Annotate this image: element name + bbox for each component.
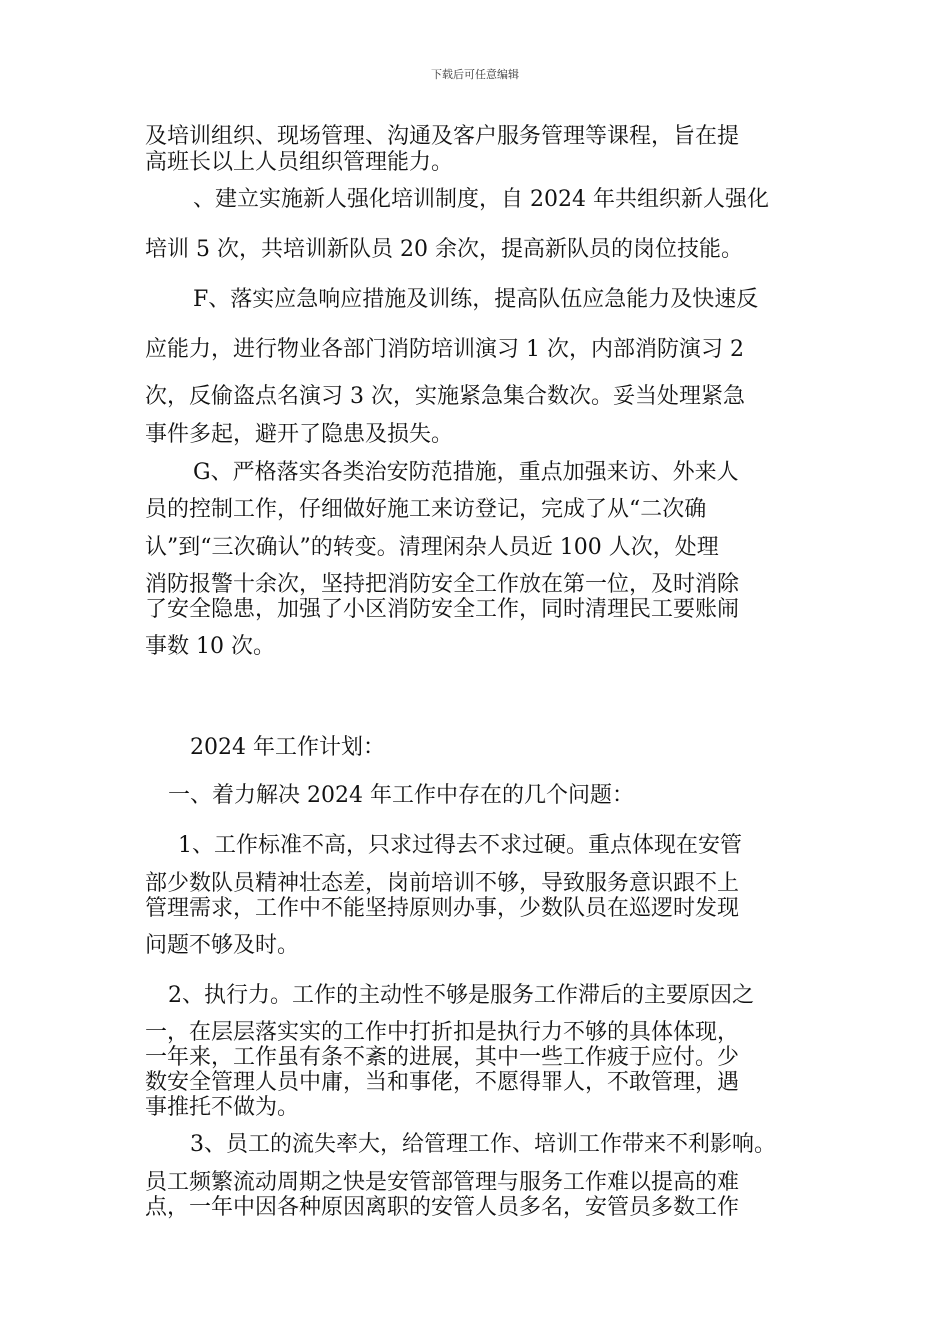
text-line: 管理需求，工作中不能坚持原则办事，少数队员在巡逻时发现: [145, 896, 740, 921]
text-line: 消防报警十余次，坚持把消防安全工作放在第一位，及时消除: [145, 572, 740, 597]
page-header: 下载后可任意编辑: [431, 68, 519, 81]
text-line: 2、执行力。工作的主动性不够是服务工作滞后的主要原因之: [168, 983, 754, 1008]
text-line: 了安全隐患，加强了小区消防安全工作，同时清理民工要账闹: [145, 597, 740, 622]
text-line: 高班长以上人员组织管理能力。: [145, 150, 454, 175]
text-line: 培训 5 次，共培训新队员 20 余次，提高新队员的岗位技能。: [145, 237, 743, 262]
text-line: 事推托不做为。: [145, 1095, 300, 1120]
text-line: 1、工作标准不高，只求过得去不求过硬。重点体现在安管: [178, 833, 742, 858]
text-line: 数安全管理人员中庸，当和事佬，不愿得罪人，不敢管理，遇: [145, 1070, 740, 1095]
text-line: 3、员工的流失率大，给管理工作、培训工作带来不利影响。: [190, 1132, 776, 1157]
text-line: 部少数队员精神壮态差，岗前培训不够，导致服务意识跟不上: [145, 871, 740, 896]
section-heading: 2024 年工作计划：: [190, 735, 385, 760]
section-heading: 一、着力解决 2024 年工作中存在的几个问题：: [168, 783, 634, 808]
text-line: 应能力，进行物业各部门消防培训演习 1 次，内部消防演习 2: [145, 337, 744, 362]
text-line: 事数 10 次。: [145, 634, 275, 659]
text-line: 一，在层层落实实的工作中打折扣是执行力不够的具体体现，: [145, 1020, 740, 1045]
text-line: 、建立实施新人强化培训制度，自 2024 年共组织新人强化: [193, 187, 769, 212]
text-line: 事件多起，避开了隐患及损失。: [145, 422, 454, 447]
text-line: 认”到“三次确认”的转变。清理闲杂人员近 100 人次，处理: [145, 535, 719, 560]
text-line: 员的控制工作，仔细做好施工来访登记，完成了从“二次确: [145, 497, 707, 522]
text-line: 次，反偷盗点名演习 3 次，实施紧急集合数次。妥当处理紧急: [145, 384, 745, 409]
text-line: 及培训组织、现场管理、沟通及客户服务管理等课程，旨在提: [145, 124, 740, 149]
text-line: F、落实应急响应措施及训练，提高队伍应急能力及快速反: [193, 287, 759, 312]
text-line: 员工频繁流动周期之快是安管部管理与服务工作难以提高的难: [145, 1170, 740, 1195]
text-line: 问题不够及时。: [145, 933, 300, 958]
text-line: 点，一年中因各种原因离职的安管人员多名，安管员多数工作: [145, 1195, 740, 1220]
text-line: G、严格落实各类治安防范措施，重点加强来访、外来人: [193, 460, 739, 485]
text-line: 一年来，工作虽有条不紊的进展，其中一些工作疲于应付。少: [145, 1045, 740, 1070]
